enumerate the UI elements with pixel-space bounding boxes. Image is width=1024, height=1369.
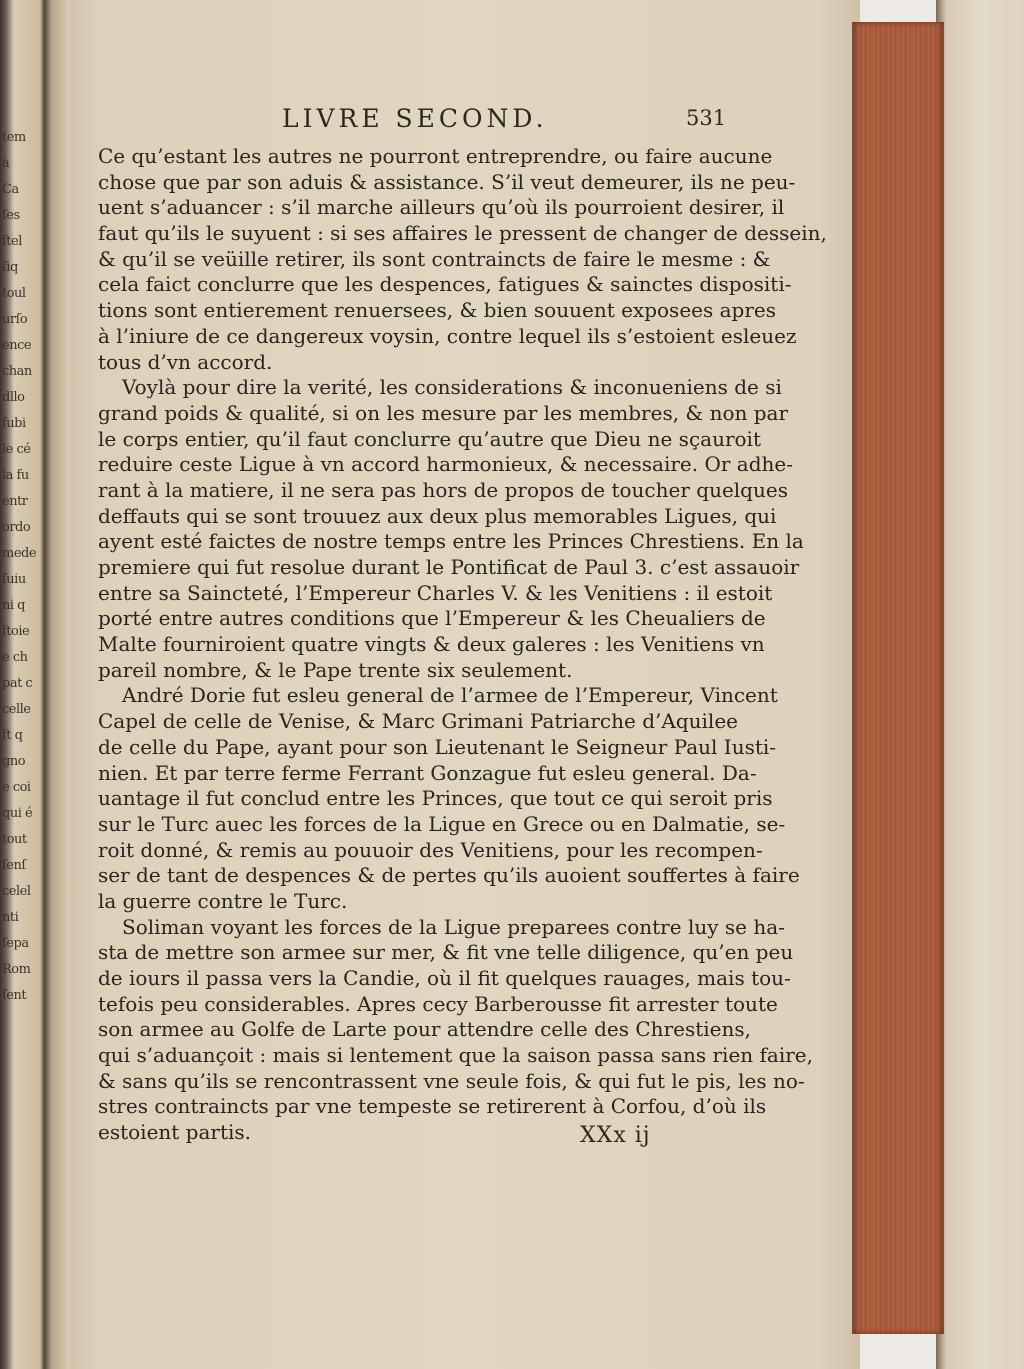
- text-line: porté entre autres conditions que l’Empereur & les Cheualiers de: [98, 606, 766, 631]
- text-line: grand poids & qualité, si on les mesure par les membres, & non par: [98, 400, 789, 425]
- text-line: ayent esté faictes de nostre temps entre les Princes Chrestiens. En la: [98, 529, 804, 554]
- text-line: Voylà pour dire la verité, les considerations & inconueniens de si: [122, 375, 782, 400]
- text-line: rant à la matiere, il ne sera pas hors de propos de toucher quelques: [98, 477, 788, 502]
- text-line: uantage il fut conclud entre les Princes, que tout ce qui seroit pris: [98, 786, 773, 811]
- left-page-fragment: mede: [2, 546, 37, 561]
- left-page-fragment: ſubi: [2, 416, 26, 431]
- text-line: cela faict conclurre que les despences, fatigues & sainctes dispositi-: [98, 272, 792, 297]
- gutter-shadow: [44, 0, 70, 1369]
- text-line: ser de tant de despences & de pertes qu’ils auoient souffertes à faire: [98, 863, 800, 888]
- text-line: pareil nombre, & le Pape trente six seulement.: [98, 657, 573, 682]
- left-page-fragment: ſiq: [2, 260, 18, 275]
- book-cover-edge: [936, 0, 1024, 1369]
- text-line: à l’iniure de ce dangereux voysin, contre lequel ils s’estoient esleuez: [98, 323, 797, 348]
- text-line: qui s’aduançoit : mais si lentement que la saison passa sans rien faire,: [98, 1043, 813, 1068]
- left-page-fragment: ſes: [2, 208, 20, 223]
- left-page-fragment: e coi: [2, 780, 31, 795]
- left-page-fragment: celel: [2, 884, 31, 899]
- left-page-fragment: dllo: [2, 390, 25, 405]
- left-page-fragment: celle: [2, 702, 31, 717]
- text-line: la guerre contre le Turc.: [98, 888, 348, 913]
- catchword: XXx ij: [580, 1123, 651, 1148]
- text-line: faut qu’ils le suyuent : si ses affaires le pressent de changer de dessein,: [98, 221, 827, 246]
- left-page-fragment: entr: [2, 494, 28, 509]
- text-line: tefois peu considerables. Apres cecy Barberousse fit arrester toute: [98, 991, 778, 1016]
- left-page-fragment: chan: [2, 364, 32, 379]
- text-line: & qu’il se veüille retirer, ils sont contraincts de faire le mesme : &: [98, 246, 771, 271]
- running-title: LIVRE SECOND.: [282, 104, 548, 133]
- text-line: André Dorie fut esleu general de l’armee de l’Empereur, Vincent: [122, 683, 778, 708]
- text-line: son armee au Golfe de Larte pour attendre celle des Chrestiens,: [98, 1017, 751, 1042]
- text-line: tions sont entierement renuersees, & bien souuent exposees apres: [98, 298, 776, 323]
- left-page-fragment: e ch: [2, 650, 28, 665]
- text-line: entre sa Saincteté, l’Empereur Charles V. & les Venitiens : il estoit: [98, 580, 773, 605]
- left-page-fragment: nti: [2, 910, 19, 925]
- left-page-fragment: qui é: [2, 806, 33, 821]
- left-page-fragment: ni q: [2, 598, 25, 613]
- left-page-edge: [0, 0, 44, 1369]
- text-line: deffauts qui se sont trouuez aux deux plus memorables Ligues, qui: [98, 503, 777, 528]
- text-line: estoient partis.: [98, 1120, 252, 1145]
- left-page-fragment: ſtel: [2, 234, 22, 249]
- text-line: tous d’vn accord.: [98, 349, 273, 374]
- text-line: reduire ceste Ligue à vn accord harmonieux, & necessaire. Or adhe-: [98, 452, 793, 477]
- text-line: Soliman voyant les forces de la Ligue preparees contre luy se ha-: [122, 914, 785, 939]
- left-page-fragment: ordo: [2, 520, 31, 535]
- left-page-fragment: la fu: [2, 468, 29, 483]
- left-page-fragment: tout: [2, 832, 27, 847]
- left-page-fragment: pat c: [2, 676, 33, 691]
- text-line: & sans qu’ils se rencontrassent vne seule fois, & qui fut le pis, les no-: [98, 1068, 805, 1093]
- text-line: nien. Et par terre ferme Ferrant Gonzague fut esleu general. Da-: [98, 760, 757, 785]
- text-line: de iours il passa vers la Candie, où il fit quelques rauages, mais tou-: [98, 966, 791, 990]
- left-page-fragment: Rom: [2, 962, 31, 977]
- text-line: chose que par son aduis & assistance. S’il veut demeurer, ils ne peu-: [98, 169, 796, 194]
- text-line: stres contraincts par vne tempeste se retirerent à Corfou, d’où ils: [98, 1094, 767, 1119]
- left-page-fragment: tem: [2, 130, 26, 145]
- body-text: [98, 144, 827, 1146]
- text-line: Malte fourniroient quatre vingts & deux galeres : les Venitiens vn: [98, 632, 765, 657]
- text-line: de celle du Pape, ayant pour son Lieutenant le Seigneur Paul Iusti-: [98, 734, 777, 759]
- left-page-fragment: le cé: [2, 442, 31, 457]
- text-line: le corps entier, qu’il faut conclurre qu’autre que Dieu ne sçauroit: [98, 426, 761, 451]
- left-page-fragment: ſt q: [2, 728, 23, 743]
- text-line: premiere qui fut resolue durant le Pontificat de Paul 3. c’est assauoir: [98, 555, 800, 579]
- text-line: sur le Turc auec les forces de la Ligue en Grece ou en Dalmatie, se-: [98, 811, 786, 836]
- page-number: 531: [686, 106, 727, 130]
- text-line: Capel de celle de Venise, & Marc Grimani Patriarche d’Aquilee: [98, 709, 738, 734]
- left-page-fragment: ſepa: [2, 936, 29, 951]
- left-page-fragment: urſo: [2, 312, 28, 327]
- left-page-fragment: ſuiu: [2, 572, 26, 587]
- left-page-fragment: à: [2, 156, 10, 171]
- left-page-fragment: ſenſ: [2, 858, 26, 873]
- left-page-fragment: ſtoie: [2, 624, 30, 639]
- book-page: [60, 0, 860, 1369]
- text-line: roit donné, & remis au pouuoir des Venitiens, pour les recompen-: [98, 837, 763, 862]
- text-line: Ce qu’estant les autres ne pourront entreprendre, ou faire aucune: [98, 144, 773, 168]
- page-fore-edge: [852, 22, 944, 1334]
- left-page-fragment: gno: [2, 754, 26, 769]
- left-page-fragment: toul: [2, 286, 26, 301]
- text-line: uent s’aduancer : s’il marche ailleurs qu’où ils pourroient desirer, il: [98, 195, 785, 220]
- left-page-fragment: ſent: [2, 988, 27, 1003]
- left-page-fragment: Ca: [2, 182, 19, 197]
- text-line: sta de mettre son armee sur mer, & fit vne telle diligence, qu’en peu: [98, 940, 794, 965]
- left-page-fragment: ence: [2, 338, 32, 353]
